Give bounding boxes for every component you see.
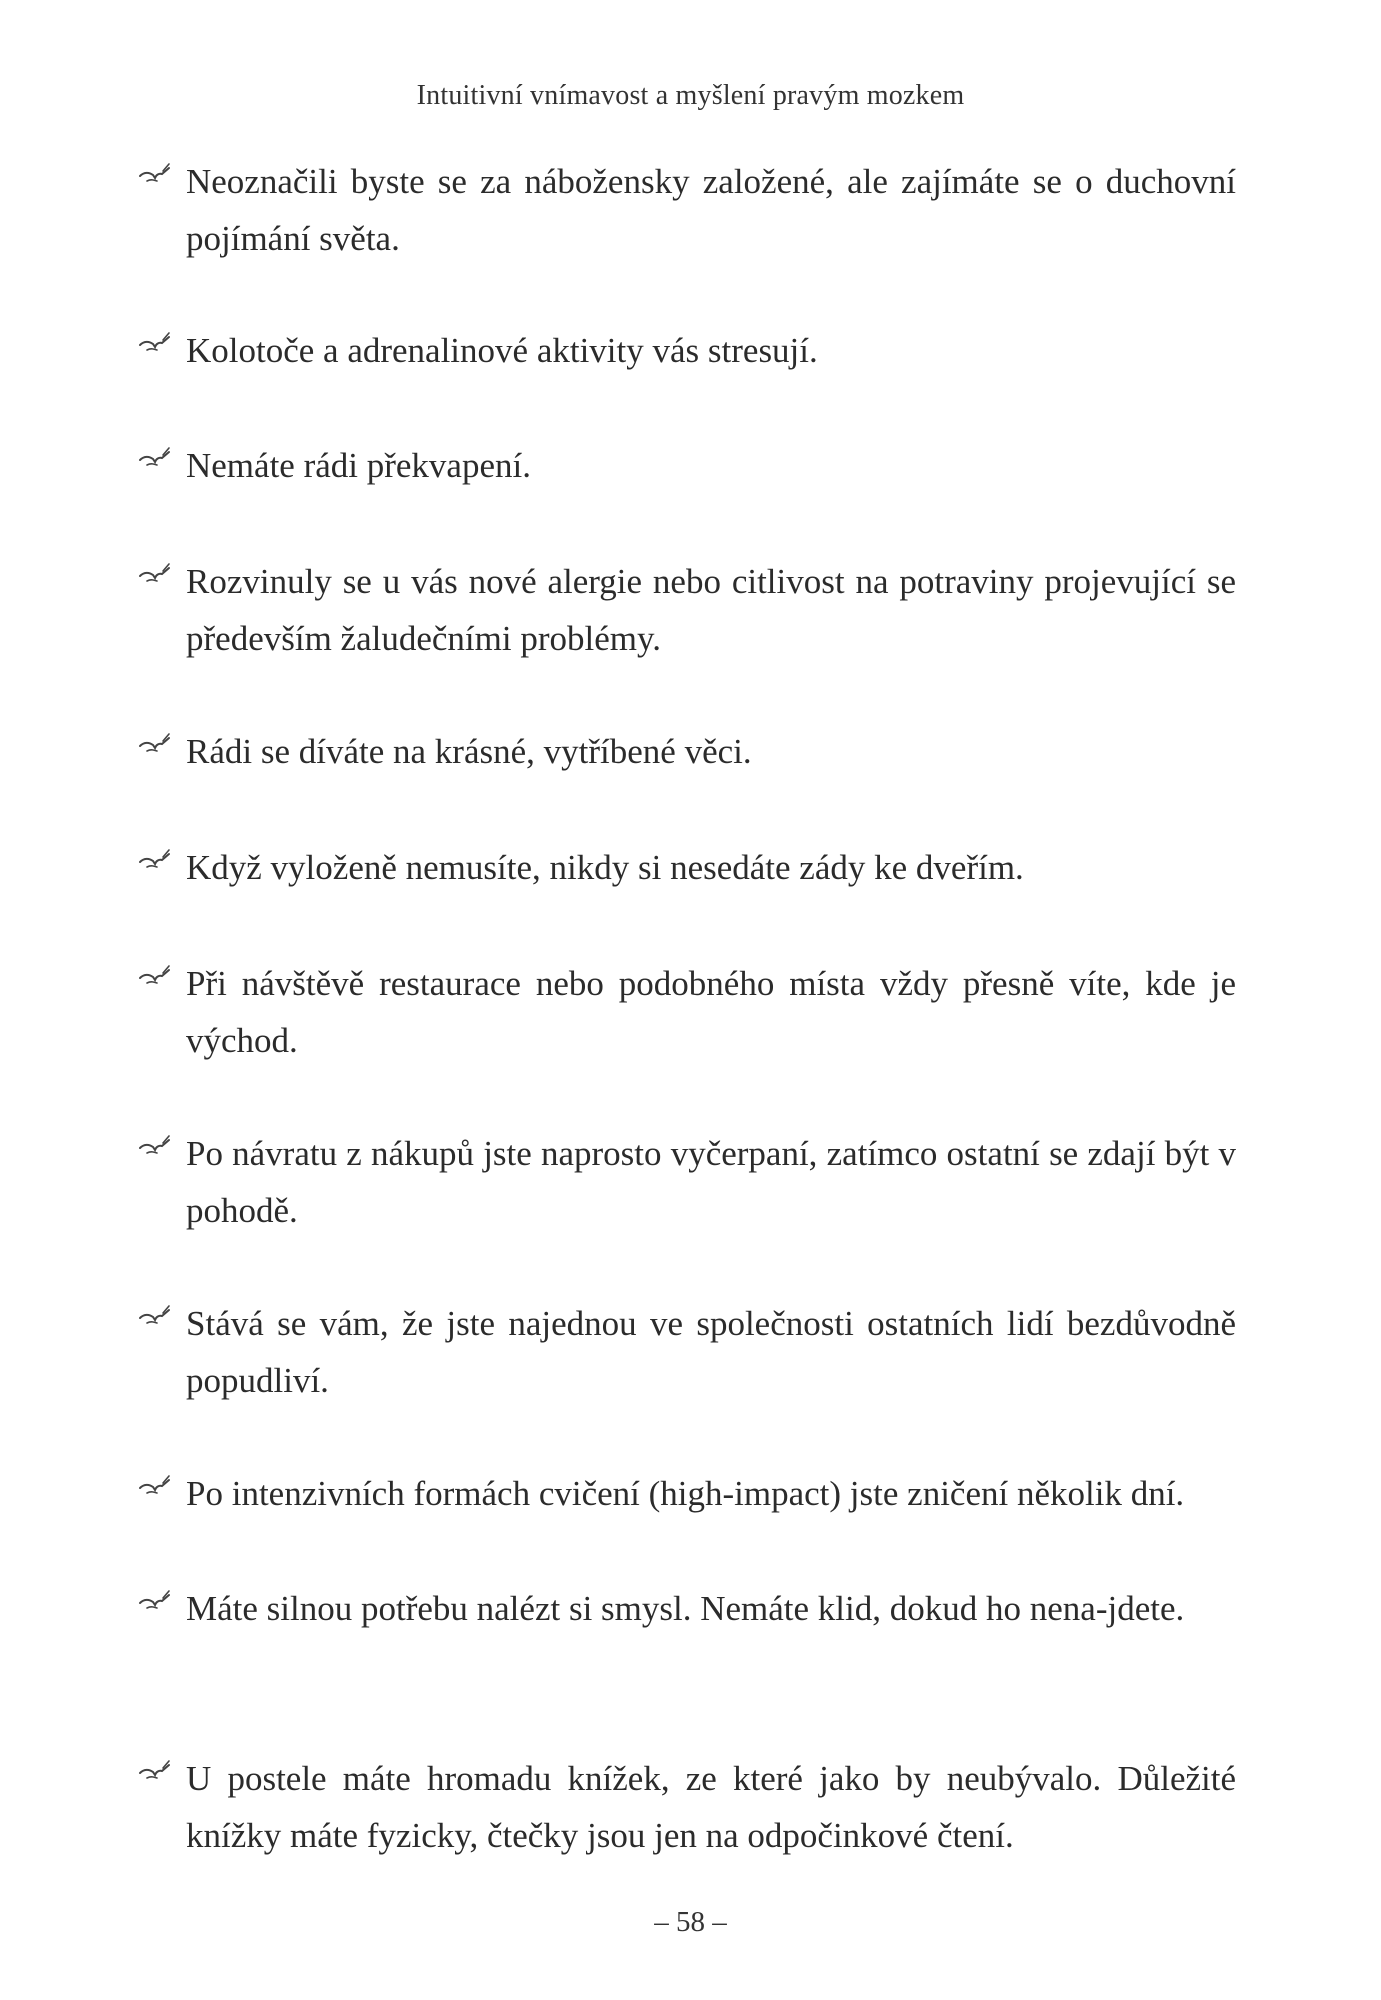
page-number: – 58 – <box>654 1906 727 1938</box>
running-title: Intuitivní vnímavost a myšlení pravým mozkem <box>416 80 965 111</box>
list-item-text: Stává se vám, že jste najednou ve společnosti ostatních lidí bezdůvodně popudliví. <box>186 1304 1236 1400</box>
pointing-hand-icon <box>138 729 172 759</box>
list-item-text: Po intenzivních formách cvičení (high-impact) jste zničení několik dní. <box>186 1474 1185 1513</box>
list-item-text: Když vyloženě nemusíte, nikdy si nesedáte zády ke dveřím. <box>186 848 1024 887</box>
pointing-hand-icon <box>138 443 172 473</box>
list-item-text: Rozvinuly se u vás nové alergie nebo citlivost na potraviny projevující se především žaludečními problémy. <box>186 562 1236 658</box>
pointing-hand-icon <box>138 328 172 358</box>
list-item-text: Máte silnou potřebu nalézt si smysl. Nemáte klid, dokud ho nena-jdete. <box>186 1589 1185 1628</box>
pointing-hand-icon <box>138 1301 172 1331</box>
pointing-hand-icon <box>138 1131 172 1161</box>
list-item-text: U postele máte hromadu knížek, ze které jako by neubývalo. Důležité knížky máte fyzicky, čtečky jsou jen na odpočinkové čtení. <box>186 1759 1236 1855</box>
list-item-text: Rádi se díváte na krásné, vytříbené věci. <box>186 732 752 771</box>
pointing-hand-icon <box>138 559 172 589</box>
pointing-hand-icon <box>138 159 172 189</box>
pointing-hand-icon <box>138 1756 172 1786</box>
pointing-hand-icon <box>138 961 172 991</box>
list-item-text: Po návratu z nákupů jste naprosto vyčerpaní, zatímco ostatní se zdají být v pohodě. <box>186 1134 1236 1230</box>
list-item-text: Neoznačili byste se za nábožensky založené, ale zajímáte se o duchovní pojímání světa. <box>186 162 1236 258</box>
list-item-text: Nemáte rádi překvapení. <box>186 446 531 485</box>
pointing-hand-icon <box>138 1471 172 1501</box>
pointing-hand-icon <box>138 1586 172 1616</box>
list-item-text: Při návštěvě restaurace nebo podobného místa vždy přesně víte, kde je východ. <box>186 964 1236 1060</box>
pointing-hand-icon <box>138 845 172 875</box>
list-item-text: Kolotoče a adrenalinové aktivity vás stresují. <box>186 331 818 370</box>
